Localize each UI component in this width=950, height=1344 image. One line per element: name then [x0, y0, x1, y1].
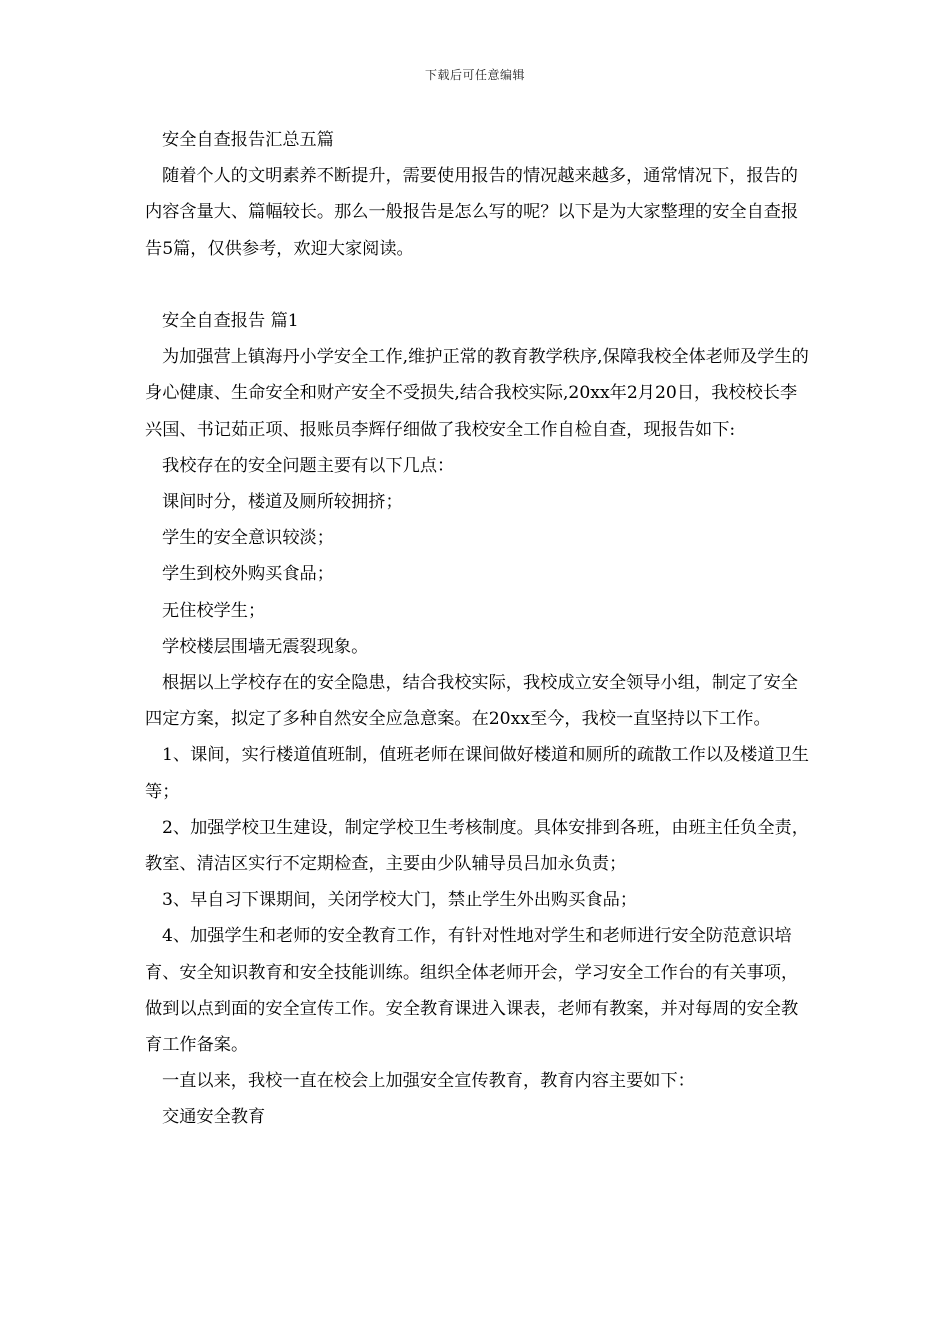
body-paragraph: 我校存在的安全问题主要有以下几点：: [162, 455, 455, 476]
list-item: 学生到校外购买食品；: [162, 564, 334, 585]
body-paragraph: 一直以来，我校一直在校会上加强安全宣传教育，教育内容主要如下：: [162, 1071, 695, 1092]
list-item: 学生的安全意识较淡；: [162, 528, 334, 549]
page-header-note: 下载后可任意编辑: [424, 68, 525, 82]
numbered-item: 2、加强学校卫生建设，制定学校卫生考核制度。具体安排到各班，由班主任负全责，教室、清洁区实行不定期检查，主要由少队辅导员吕加永负责；: [145, 817, 809, 875]
blank-line: [145, 267, 813, 303]
numbered-item: 3、早自习下课期间，关闭学校大门，禁止学生外出购买食品；: [162, 890, 638, 911]
list-item: 交通安全教育: [162, 1107, 266, 1128]
body-paragraph: 根据以上学校存在的安全隐患，结合我校实际，我校成立安全领导小组，制定了安全四定方案，拟定了多种自然安全应急意案。在20xx至今，我校一直坚持以下工作。: [145, 673, 798, 730]
body-paragraph: 为加强营上镇海丹小学安全工作,维护正常的教育教学秩序,保障我校全体老师及学生的身心健康、生命安全和财产安全不受损失,结合我校实际,20xx年2月20日，我校校长李兴国、书记茹正项、报账员李辉仔细做了我校安全工作自检自查，现报告如下:: [145, 347, 809, 440]
list-item: 无住校学生；: [162, 600, 266, 621]
list-item: 学校楼层围墙无震裂现象。: [162, 636, 369, 657]
document-title: 安全自查报告汇总五篇: [162, 130, 334, 150]
list-item: 课间时分，楼道及厕所较拥挤；: [162, 492, 403, 513]
section-heading: 安全自查报告 篇1: [162, 311, 299, 331]
intro-paragraph: 随着个人的文明素养不断提升，需要使用报告的情况越来越多，通常情况下，报告的内容含量大、篇幅较长。那么一般报告是怎么写的呢？以下是为大家整理的安全自查报告5篇，仅供参考，欢迎大家阅读。: [145, 166, 799, 259]
numbered-item: 1、课间，实行楼道值班制，值班老师在课间做好楼道和厕所的疏散工作以及楼道卫生等；: [145, 745, 809, 802]
document-body: [145, 122, 813, 1136]
numbered-item: 4、加强学生和老师的安全教育工作，有针对性地对学生和老师进行安全防范意识培育、安全知识教育和安全技能训练。组织全体老师开会，学习安全工作台的有关事项，做到以点到面的安全宣传工作。安全教育课进入课表，老师有教案，并对每周的安全教育工作备案。: [145, 926, 799, 1056]
